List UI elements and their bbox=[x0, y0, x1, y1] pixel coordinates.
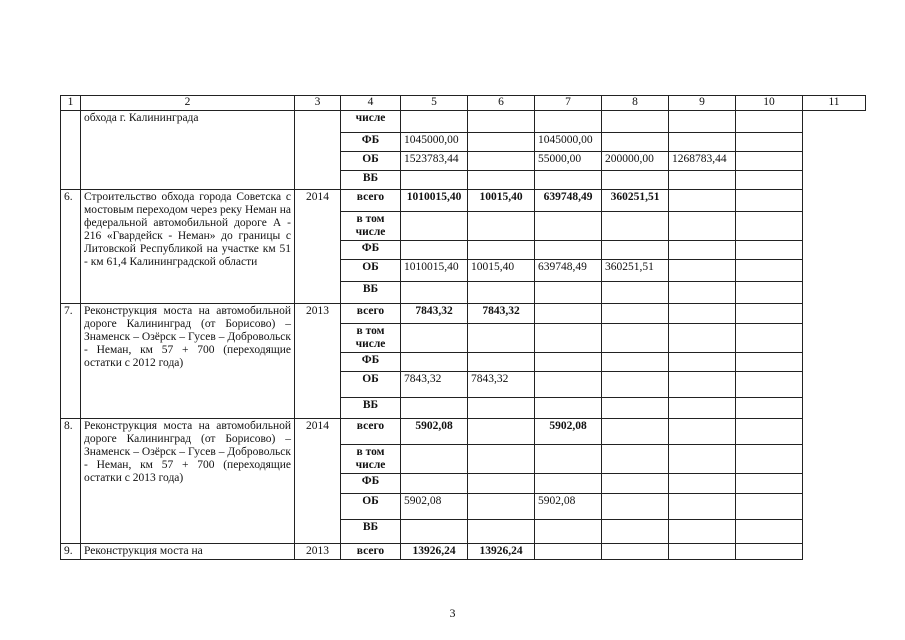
value-cell bbox=[669, 282, 736, 304]
table-row bbox=[61, 190, 866, 212]
value-cell bbox=[401, 241, 468, 260]
value-cell bbox=[468, 445, 535, 474]
value-cell bbox=[736, 111, 803, 133]
value-cell bbox=[736, 353, 803, 372]
value-cell bbox=[535, 171, 602, 190]
value-cell bbox=[401, 520, 468, 544]
funding-type: ОБ bbox=[341, 494, 401, 520]
value-cell: 1045000,00 bbox=[535, 133, 602, 152]
row-number: 7. bbox=[61, 304, 81, 419]
value-cell bbox=[669, 324, 736, 353]
value-cell bbox=[669, 260, 736, 282]
value-cell: 1523783,44 bbox=[401, 152, 468, 171]
header-cell: 7 bbox=[535, 96, 602, 111]
value-cell bbox=[602, 372, 669, 398]
funding-type: ОБ bbox=[341, 372, 401, 398]
value-cell bbox=[535, 445, 602, 474]
value-cell bbox=[535, 282, 602, 304]
value-cell: 7843,32 bbox=[468, 304, 535, 324]
value-cell bbox=[736, 152, 803, 171]
year-cell: 2014 bbox=[295, 190, 341, 304]
value-cell bbox=[602, 304, 669, 324]
object-name: Строительство обхода города Советска с мостовым переходом через реку Неман на федеральной автомобильной дороге А - 216 «Гвардейск - Неман» до границы с Литовской Республикой на участке км 51 - км 61,4 Калининградской области bbox=[81, 190, 295, 304]
value-cell: 55000,00 bbox=[535, 152, 602, 171]
value-cell: 10015,40 bbox=[468, 260, 535, 282]
value-cell: 5902,08 bbox=[401, 494, 468, 520]
budget-table bbox=[60, 95, 866, 560]
value-cell: 1045000,00 bbox=[401, 133, 468, 152]
funding-type: всего bbox=[341, 190, 401, 212]
value-cell bbox=[602, 241, 669, 260]
value-cell bbox=[468, 419, 535, 445]
value-cell: 360251,51 bbox=[602, 190, 669, 212]
funding-type: ОБ bbox=[341, 260, 401, 282]
value-cell bbox=[401, 111, 468, 133]
value-cell bbox=[468, 171, 535, 190]
value-cell bbox=[669, 419, 736, 445]
funding-type: в том числе bbox=[341, 445, 401, 474]
header-cell: 11 bbox=[803, 96, 866, 111]
value-cell bbox=[602, 133, 669, 152]
object-name: обхода г. Калининграда bbox=[81, 111, 295, 190]
table-row bbox=[61, 304, 866, 324]
value-cell bbox=[669, 398, 736, 419]
value-cell: 5902,08 bbox=[401, 419, 468, 445]
value-cell bbox=[401, 212, 468, 241]
value-cell bbox=[468, 152, 535, 171]
value-cell bbox=[602, 212, 669, 241]
object-name: Реконструкция моста на автомобильной дороге Калининград (от Борисово) – Знаменск – Озёрск – Гусев – Добровольск - Неман, км 57 + 700 (переходящие остатки с 2012 года) bbox=[81, 304, 295, 419]
value-cell bbox=[535, 212, 602, 241]
value-cell bbox=[602, 544, 669, 560]
value-cell bbox=[736, 372, 803, 398]
value-cell: 1268783,44 bbox=[669, 152, 736, 171]
funding-type: числе bbox=[341, 111, 401, 133]
funding-type: ОБ bbox=[341, 152, 401, 171]
value-cell: 13926,24 bbox=[401, 544, 468, 560]
value-cell bbox=[669, 372, 736, 398]
value-cell: 360251,51 bbox=[602, 260, 669, 282]
value-cell bbox=[602, 111, 669, 133]
value-cell bbox=[468, 474, 535, 494]
value-cell bbox=[468, 324, 535, 353]
value-cell bbox=[535, 520, 602, 544]
value-cell bbox=[468, 212, 535, 241]
value-cell bbox=[468, 282, 535, 304]
value-cell: 639748,49 bbox=[535, 260, 602, 282]
funding-type: всего bbox=[341, 419, 401, 445]
funding-type: в том числе bbox=[341, 212, 401, 241]
value-cell bbox=[736, 212, 803, 241]
value-cell bbox=[535, 372, 602, 398]
value-cell bbox=[602, 324, 669, 353]
value-cell: 1010015,40 bbox=[401, 260, 468, 282]
value-cell bbox=[736, 419, 803, 445]
value-cell bbox=[736, 260, 803, 282]
value-cell bbox=[401, 474, 468, 494]
value-cell bbox=[535, 398, 602, 419]
value-cell bbox=[401, 282, 468, 304]
value-cell bbox=[468, 353, 535, 372]
value-cell bbox=[669, 445, 736, 474]
value-cell bbox=[669, 474, 736, 494]
table-body bbox=[61, 96, 866, 560]
funding-type: ФБ bbox=[341, 353, 401, 372]
value-cell bbox=[669, 133, 736, 152]
value-cell bbox=[468, 494, 535, 520]
value-cell bbox=[401, 398, 468, 419]
funding-type: ВБ bbox=[341, 282, 401, 304]
header-row bbox=[61, 96, 866, 111]
row-number bbox=[61, 111, 81, 190]
value-cell bbox=[736, 398, 803, 419]
header-cell: 4 bbox=[341, 96, 401, 111]
value-cell bbox=[736, 544, 803, 560]
year-cell: 2013 bbox=[295, 304, 341, 419]
value-cell bbox=[736, 494, 803, 520]
row-number: 9. bbox=[61, 544, 81, 560]
value-cell bbox=[535, 111, 602, 133]
value-cell bbox=[669, 190, 736, 212]
value-cell bbox=[736, 304, 803, 324]
value-cell bbox=[468, 111, 535, 133]
value-cell bbox=[736, 190, 803, 212]
value-cell bbox=[736, 282, 803, 304]
year-cell bbox=[295, 111, 341, 190]
header-cell: 8 bbox=[602, 96, 669, 111]
object-name: Реконструкция моста на автомобильной дороге Калининград (от Борисово) – Знаменск – Озёрск – Гусев – Добровольск - Неман, км 57 + 700 (переходящие остатки с 2013 года) bbox=[81, 419, 295, 544]
value-cell bbox=[602, 398, 669, 419]
value-cell: 7843,32 bbox=[401, 372, 468, 398]
value-cell bbox=[468, 133, 535, 152]
value-cell: 5902,08 bbox=[535, 419, 602, 445]
value-cell: 7843,32 bbox=[401, 304, 468, 324]
year-cell: 2014 bbox=[295, 419, 341, 544]
value-cell bbox=[669, 520, 736, 544]
value-cell bbox=[669, 304, 736, 324]
value-cell bbox=[401, 353, 468, 372]
value-cell bbox=[535, 304, 602, 324]
value-cell: 5902,08 bbox=[535, 494, 602, 520]
header-cell: 3 bbox=[295, 96, 341, 111]
value-cell bbox=[669, 212, 736, 241]
header-cell: 6 bbox=[468, 96, 535, 111]
value-cell bbox=[535, 544, 602, 560]
value-cell: 13926,24 bbox=[468, 544, 535, 560]
value-cell bbox=[602, 520, 669, 544]
value-cell bbox=[602, 445, 669, 474]
value-cell bbox=[468, 398, 535, 419]
funding-type: в том числе bbox=[341, 324, 401, 353]
header-cell: 10 bbox=[736, 96, 803, 111]
funding-type: ФБ bbox=[341, 133, 401, 152]
funding-type: всего bbox=[341, 544, 401, 560]
value-cell bbox=[602, 494, 669, 520]
value-cell bbox=[401, 171, 468, 190]
value-cell bbox=[669, 111, 736, 133]
value-cell bbox=[602, 474, 669, 494]
value-cell: 10015,40 bbox=[468, 190, 535, 212]
value-cell bbox=[669, 544, 736, 560]
page-number: 3 bbox=[449, 606, 456, 620]
object-name: Реконструкция моста на bbox=[81, 544, 295, 560]
value-cell: 200000,00 bbox=[602, 152, 669, 171]
value-cell bbox=[401, 324, 468, 353]
table-row bbox=[61, 544, 866, 560]
year-cell: 2013 bbox=[295, 544, 341, 560]
value-cell bbox=[535, 241, 602, 260]
value-cell bbox=[602, 282, 669, 304]
value-cell bbox=[602, 419, 669, 445]
row-number: 8. bbox=[61, 419, 81, 544]
value-cell bbox=[535, 324, 602, 353]
header-cell: 1 bbox=[61, 96, 81, 111]
table-row bbox=[61, 111, 866, 133]
funding-type: ВБ bbox=[341, 398, 401, 419]
header-cell: 9 bbox=[669, 96, 736, 111]
value-cell bbox=[602, 171, 669, 190]
value-cell bbox=[669, 171, 736, 190]
value-cell bbox=[535, 353, 602, 372]
header-cell: 5 bbox=[401, 96, 468, 111]
value-cell bbox=[736, 133, 803, 152]
value-cell bbox=[736, 324, 803, 353]
value-cell bbox=[401, 445, 468, 474]
value-cell: 1010015,40 bbox=[401, 190, 468, 212]
value-cell bbox=[669, 353, 736, 372]
funding-type: ФБ bbox=[341, 474, 401, 494]
value-cell bbox=[468, 520, 535, 544]
value-cell bbox=[669, 494, 736, 520]
value-cell bbox=[736, 520, 803, 544]
value-cell bbox=[736, 474, 803, 494]
funding-type: ФБ bbox=[341, 241, 401, 260]
header-cell: 2 bbox=[81, 96, 295, 111]
value-cell bbox=[602, 353, 669, 372]
funding-type: ВБ bbox=[341, 171, 401, 190]
funding-type: ВБ bbox=[341, 520, 401, 544]
value-cell bbox=[669, 241, 736, 260]
value-cell bbox=[535, 474, 602, 494]
value-cell: 7843,32 bbox=[468, 372, 535, 398]
funding-type: всего bbox=[341, 304, 401, 324]
value-cell bbox=[468, 241, 535, 260]
row-number: 6. bbox=[61, 190, 81, 304]
value-cell bbox=[736, 171, 803, 190]
value-cell bbox=[736, 241, 803, 260]
value-cell: 639748,49 bbox=[535, 190, 602, 212]
table-row bbox=[61, 419, 866, 445]
value-cell bbox=[736, 445, 803, 474]
